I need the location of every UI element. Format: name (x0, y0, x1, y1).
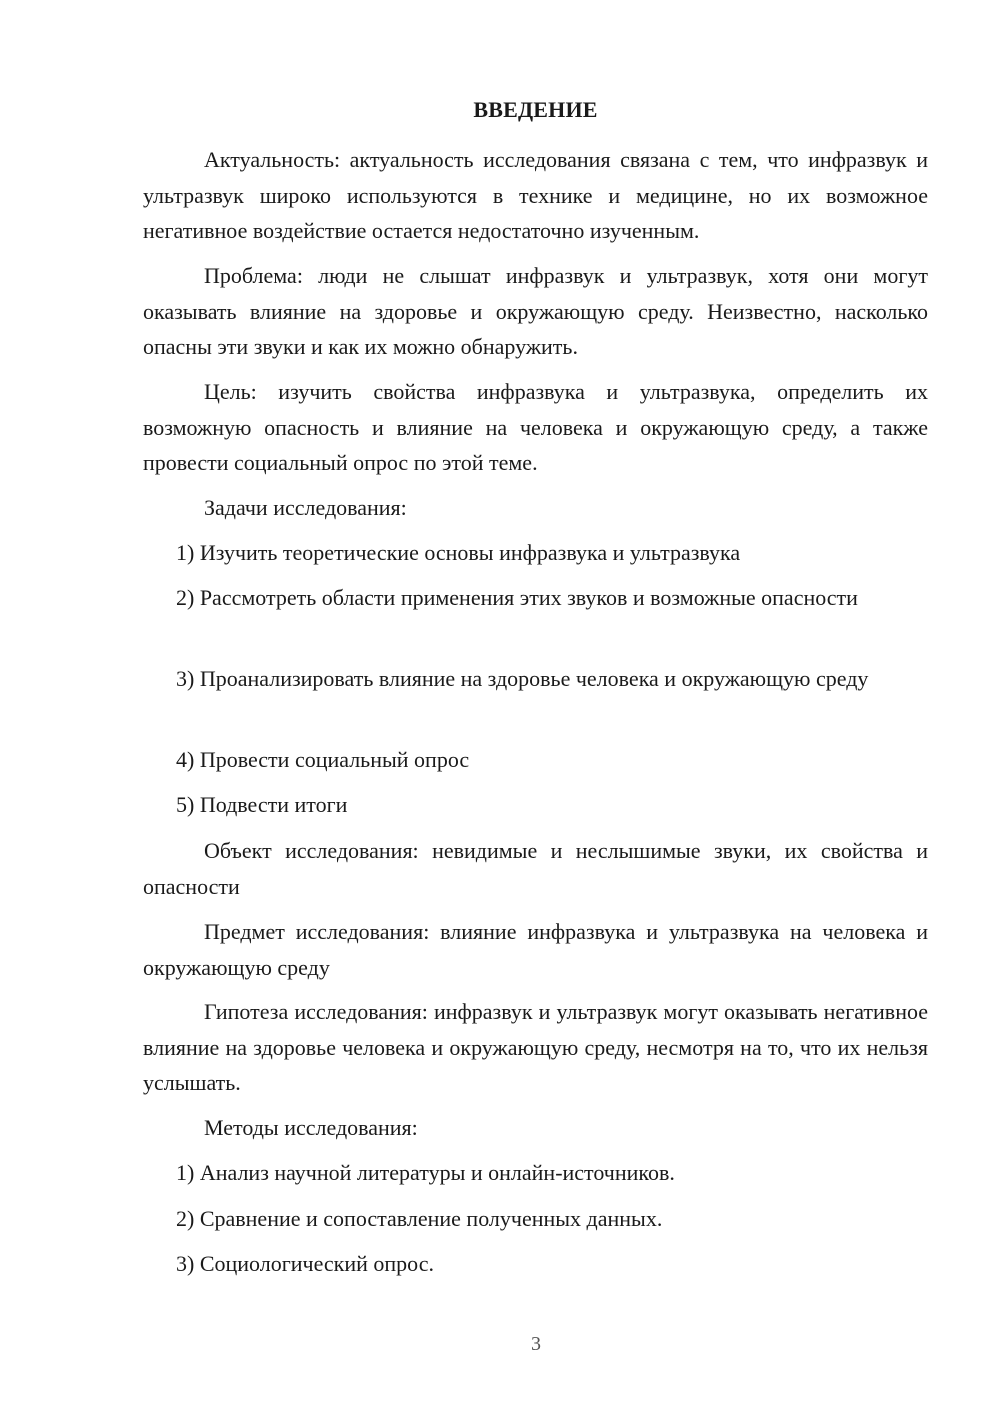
task-item-4: 4) Провести социальный опрос (176, 747, 470, 772)
relevance-paragraph: Актуальность: актуальность исследования связана с тем, что инфразвук и ультразвук широко используются в технике и медицине, но их возможное негативное воздействие остается недостаточно изученным. (143, 147, 928, 243)
goal-paragraph: Цель: изучить свойства инфразвука и ультразвука, определить их возможную опасность и влияние на человека и окружающую среду, а также провести социальный опрос по этой теме. (143, 379, 928, 475)
subject-paragraph: Предмет исследования: влияние инфразвука и ультразвука на человека и окружающую среду (143, 919, 928, 980)
method-item-3: 3) Социологический опрос. (176, 1251, 434, 1276)
tasks-heading: Задачи исследования: (204, 495, 407, 520)
task-item-2: 2) Рассмотреть области применения этих звуков и возможные опасности (176, 585, 858, 610)
page-title: ВВЕДЕНИЕ (473, 97, 598, 122)
task-item-5: 5) Подвести итоги (176, 792, 348, 817)
method-item-1: 1) Анализ научной литературы и онлайн-источников. (176, 1160, 675, 1185)
method-item-2: 2) Сравнение и сопоставление полученных данных. (176, 1206, 663, 1231)
page-number: 3 (531, 1333, 541, 1355)
task-item-1: 1) Изучить теоретические основы инфразвука и ультразвука (176, 540, 741, 565)
task-item-3: 3) Проанализировать влияние на здоровье человека и окружающую среду (176, 666, 869, 691)
hypothesis-paragraph: Гипотеза исследования: инфразвук и ультразвук могут оказывать негативное влияние на здоровье человека и окружающую среду, несмотря на то, что их нельзя услышать. (143, 999, 928, 1095)
object-paragraph: Объект исследования: невидимые и неслышимые звуки, их свойства и опасности (143, 838, 928, 899)
problem-paragraph: Проблема: люди не слышат инфразвук и ультразвук, хотя они могут оказывать влияние на здоровье и окружающую среду. Неизвестно, насколько опасны эти звуки и как их можно обнаружить. (143, 263, 928, 359)
methods-heading: Методы исследования: (204, 1115, 418, 1140)
